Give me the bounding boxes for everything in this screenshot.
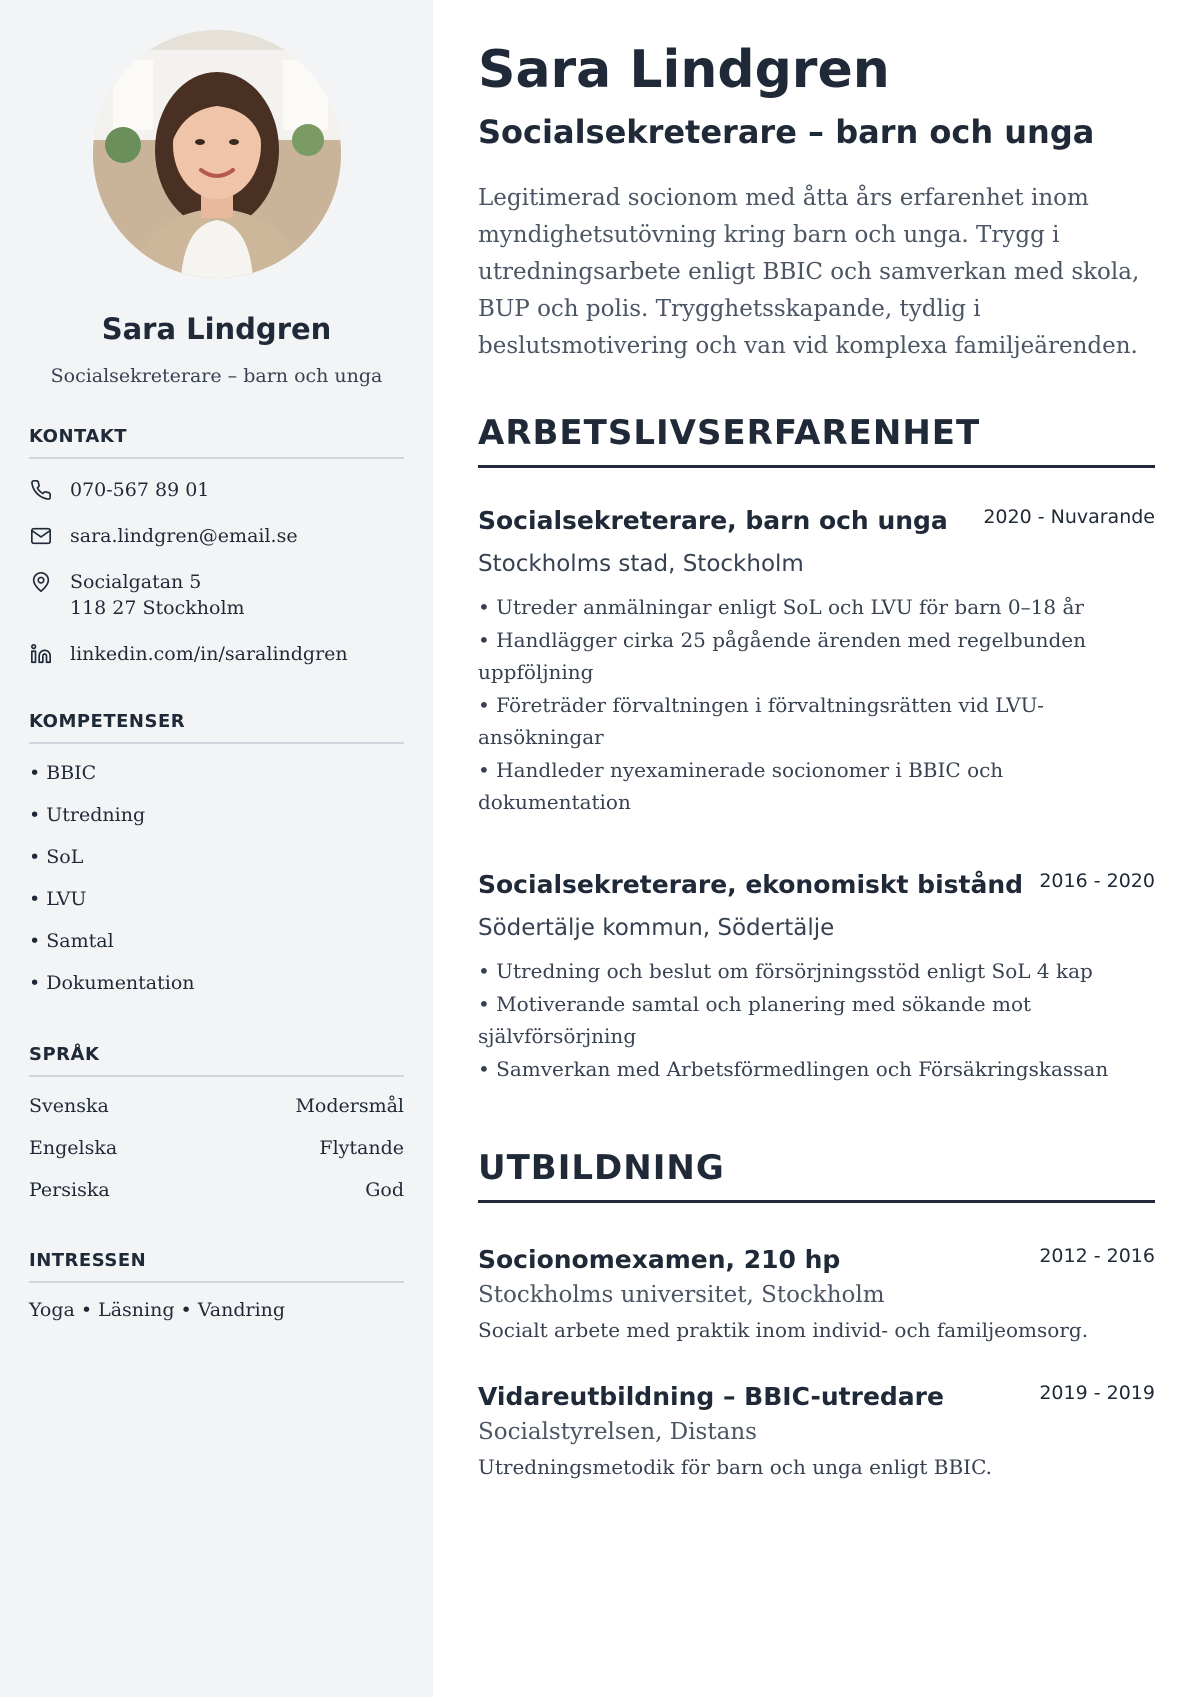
job-entry	[478, 506, 1155, 819]
job-bullet: • Handlägger cirka 25 pågående ärenden med regelbunden uppföljning	[478, 624, 1155, 689]
job-bullet: • Företräder förvaltningen i förvaltningsrätten vid LVU-ansökningar	[478, 689, 1155, 754]
location-pin-icon	[29, 569, 53, 595]
language-level: Flytande	[319, 1137, 404, 1159]
job-bullets	[478, 955, 1155, 1085]
education-description: Socialt arbete med praktik inom individ- och familjeomsorg.	[478, 1318, 1089, 1342]
skill-item: • SoL	[29, 844, 404, 870]
languages-section	[29, 1044, 404, 1203]
interests-text: Yoga • Läsning • Vandring	[29, 1299, 286, 1321]
job-header	[478, 870, 1155, 899]
contact-linkedin-text[interactable]: linkedin.com/in/saralindgren	[70, 643, 348, 665]
language-level: Modersmål	[295, 1095, 404, 1117]
job-header	[478, 506, 1155, 535]
contact-email	[29, 523, 404, 549]
address-line-2: 118 27 Stockholm	[70, 597, 245, 619]
sidebar-name: Sara Lindgren	[101, 312, 332, 346]
profile-photo-illustration	[93, 30, 341, 278]
languages-heading: SPRÅK	[29, 1044, 404, 1077]
job-entry	[478, 870, 1155, 1085]
job-bullet: • Utredning och beslut om försörjningsstöd enligt SoL 4 kap	[478, 955, 1155, 988]
job-title: Socialsekreterare, barn och unga	[478, 506, 948, 535]
education-heading: UTBILDNING	[478, 1148, 1155, 1203]
education-organization: Socialstyrelsen, Distans	[478, 1419, 757, 1445]
language-level: God	[365, 1179, 404, 1201]
education-header	[478, 1382, 1155, 1411]
profile-summary: Legitimerad socionom med åtta års erfarenhet inom myndighetsutövning kring barn och unga. Trygg i utredningsarbete enligt BBIC och samverkan med skola, BUP och polis. Trygghetsskapande, tydlig i beslutsmotivering och van vid komplexa familjeärenden.	[478, 185, 1140, 359]
job-date: 2020 - Nuvarande	[983, 506, 1155, 528]
job-bullets	[478, 591, 1155, 819]
language-row	[29, 1177, 404, 1203]
contact-phone-text[interactable]: 070-567 89 01	[70, 479, 210, 501]
education-title: Socionomexamen, 210 hp	[478, 1245, 841, 1274]
job-title-heading: Socialsekreterare – barn och unga	[478, 113, 1095, 151]
linkedin-icon	[29, 641, 53, 667]
contact-phone	[29, 477, 404, 503]
education-date: 2012 - 2016	[1039, 1245, 1155, 1267]
phone-icon	[29, 477, 53, 503]
skill-item: • LVU	[29, 886, 404, 912]
job-date: 2016 - 2020	[1039, 870, 1155, 892]
contact-heading: KONTAKT	[29, 426, 404, 459]
job-bullet: • Samverkan med Arbetsförmedlingen och Försäkringskassan	[478, 1053, 1155, 1086]
skill-item: • Utredning	[29, 802, 404, 828]
education-entry	[478, 1245, 1155, 1342]
job-bullet: • Handleder nyexaminerade socionomer i BBIC och dokumentation	[478, 754, 1155, 819]
experience-heading: ARBETSLIVSERFARENHET	[478, 413, 1155, 468]
education-description: Utredningsmetodik för barn och unga enligt BBIC.	[478, 1455, 993, 1479]
education-title: Vidareutbildning – BBIC-utredare	[478, 1382, 944, 1411]
contact-section	[29, 426, 404, 667]
skill-item: • Samtal	[29, 928, 404, 954]
contact-linkedin	[29, 641, 404, 667]
skills-section	[29, 711, 404, 996]
skills-heading: KOMPETENSER	[29, 711, 404, 744]
interests-heading: INTRESSEN	[29, 1250, 404, 1283]
language-name: Svenska	[29, 1095, 109, 1117]
address-line-1: Socialgatan 5	[70, 571, 202, 593]
contact-address-text	[70, 569, 245, 621]
sidebar	[0, 0, 433, 1697]
page-title: Sara Lindgren	[478, 40, 890, 100]
contact-address	[29, 569, 404, 621]
sidebar-job-title: Socialsekreterare – barn och unga	[50, 365, 383, 387]
language-row	[29, 1135, 404, 1161]
education-entry	[478, 1382, 1155, 1479]
education-organization: Stockholms universitet, Stockholm	[478, 1282, 885, 1308]
skill-item: • BBIC	[29, 760, 404, 786]
job-bullet: • Motiverande samtal och planering med sökande mot självförsörjning	[478, 988, 1155, 1053]
education-date: 2019 - 2019	[1039, 1382, 1155, 1404]
job-bullet: • Utreder anmälningar enligt SoL och LVU för barn 0–18 år	[478, 591, 1155, 624]
interests-section	[29, 1250, 404, 1321]
profile-photo	[93, 30, 341, 278]
education-header	[478, 1245, 1155, 1274]
language-name: Engelska	[29, 1137, 118, 1159]
job-title: Socialsekreterare, ekonomiskt bistånd	[478, 870, 1024, 899]
job-organization: Stockholms stad, Stockholm	[478, 551, 804, 577]
skill-item: • Dokumentation	[29, 970, 404, 996]
language-row	[29, 1093, 404, 1119]
job-organization: Södertälje kommun, Södertälje	[478, 915, 835, 941]
language-name: Persiska	[29, 1179, 110, 1201]
contact-email-text[interactable]: sara.lindgren@email.se	[70, 525, 298, 547]
mail-icon	[29, 523, 53, 549]
